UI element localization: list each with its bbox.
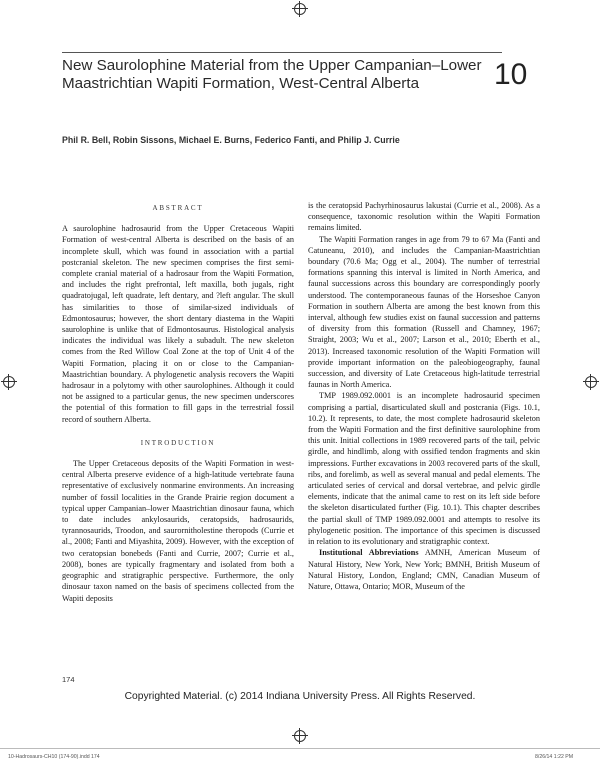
institutional-text: AMNH, American Museum of Natural History, New York, New York; BMNH, British Museum of Natural History, London, England; CMN, Canadian Museum of Nature, Ottawa, Ontario; MOR, Museum of the <box>308 548 540 591</box>
intro-paragraph-2: is the ceratopsid Pachyrhinosaurus lakustai (Currie et al., 2008). As a consequence, taxonomic resolution within the Wapiti Formation remains limited. <box>308 201 540 233</box>
slug-rule <box>0 748 600 749</box>
intro-paragraph-1: The Upper Cretaceous deposits of the Wapiti Formation in west-central Alberta preserve evidence of a high-latitude vertebrate fauna representative of exclusively nonmarine environments. An increasing number of fossil localities in the Grande Prairie region document a typical upper Campanian–lower Maastrichtian dinosaur fauna, which to date includes ankylosaurids, ceratopsids, hadrosaurids, tyrannosaurids, Troodon, and saurornitholestine theropods (Currie et al., 2008; Fanti and Miyashita, 2009). However, with the exception of two ceratopsian bonebeds (Fanti and Currie, 2007; Currie et al., 2008), bones are typically fragmentary and isolated from both a geographic and stratigraphic perspective. Furthermore, the only dinosaur taxon named on the basis of specimens collected from the Wapiti deposits <box>62 459 294 603</box>
abstract-heading: ABSTRACT <box>152 204 204 212</box>
institutional-abbreviations <box>308 547 540 592</box>
chapter-authors: Phil R. Bell, Robin Sissons, Michael E. Burns, Federico Fanti, and Philip J. Currie <box>62 135 400 145</box>
title-rule <box>62 52 502 53</box>
slug-file: 10-Hadrosaurs-CH10 (174-90).indd 174 <box>8 754 100 760</box>
copyright-notice: Copyrighted Material. (c) 2014 Indiana University Press. All Rights Reserved. <box>124 691 476 702</box>
page-number: 174 <box>62 675 75 684</box>
registration-mark-bottom-icon <box>294 730 306 742</box>
registration-mark-right-icon <box>585 376 597 388</box>
left-column <box>62 203 294 604</box>
intro-paragraph-3: The Wapiti Formation ranges in age from 79 to 67 Ma (Fanti and Catuneanu, 2010), and includes the Campanian-Maastrichtian boundary (70.6 Ma; Ogg et al., 2004). The number of terrestrial formations spanning this interval is limited in North America, and faunal successions across this boundary are correspondingly poorly understood. The contemporaneous faunas of the Horseshoe Canyon Formation in southern Alberta are among the best known from this interval, although few studies exist on faunal succession and patterns of diversity from this formation (Russell and Chamney, 1967; Straight, 2003; Wu et al., 2007; Larson et al., 2010; Eberth et al., 2013). Increased taxonomic resolution of the Wapiti Formation will provide important information on the paleobiogeography, faunal succession, and diversity of Late Cretaceous high-latitude terrestrial faunas in North America. <box>308 234 540 390</box>
abstract-text: A saurolophine hadrosaurid from the Upper Cretaceous Wapiti Formation of west-central Alberta is described on the basis of an incomplete skull, which was found in association with a partial postcranial skeleton. The new specimen comprises the first semi-complete cranial material of a hadrosaur from the Wapiti Formation, and includes the right prefrontal, left maxilla, both jugals, right quadratojugal, left quadrate, left dentary, and ?left angular. The skull has similarities to those of similar-sized individuals of Edmontosaurus; however, the short dentary diastema in the Wapiti saurolophine is unlike that of Edmontosaurus. Histological analysis indicates the individual was likely a subadult. The new skeleton comes from the Red Willow Coal Zone at the top of Unit 4 of the Wapiti Formation, placing it on or close to the Campanian-Maastrichtian boundary. A phylogenetic analysis recovers the Wapiti hadrosaur in a polytomy with other saurolophines. Although it could not be assigned to a particular genus, the new specimen underscores the potential of this formation to fill gaps in the terrestrial fossil record of southern Alberta. <box>62 224 294 424</box>
slug-date: 8/26/14 1:22 PM <box>535 754 574 760</box>
introduction-heading: INTRODUCTION <box>140 438 216 447</box>
intro-paragraph-4: TMP 1989.092.0001 is an incomplete hadrosaurid specimen comprising a partial, disarticulated skull and postcrania (Figs. 10.1, 10.2). It represents, to date, the most complete hadrosaurid skeleton from the Wapiti Formation and the first definitive saurolophine from this unit. Initial collections in 1989 recovered parts of the tail, pelvic girdle, and hindlimb, along with ossified tendon fragments and skin impressions. Further excavations in 2003 recovered parts of the skull, ribs, and forelimb, as well as several manual and pedal elements. The articulated series of cervical and dorsal vertebrae, and pelvic girdle elements, indicate that the animal came to rest on its left side before the skeleton disarticulated further (Fig. 10.1). This chapter describes the partial skull of TMP 1989.092.0001 and attempts to resolve its phylogenetic position. The importance of this specimen is discussed in relation to its evolutionary and stratigraphic context. <box>308 391 540 547</box>
chapter-number: 10 <box>494 58 528 91</box>
institutional-heading: Institutional Abbreviations <box>319 548 419 558</box>
chapter-title: New Saurolophine Material from the Upper Campanian–Lower Maastrichtian Wapiti Formation, West-Central Alberta <box>62 57 482 92</box>
right-column <box>308 200 540 592</box>
registration-mark-top-icon <box>294 3 306 15</box>
registration-mark-left-icon <box>3 376 15 388</box>
